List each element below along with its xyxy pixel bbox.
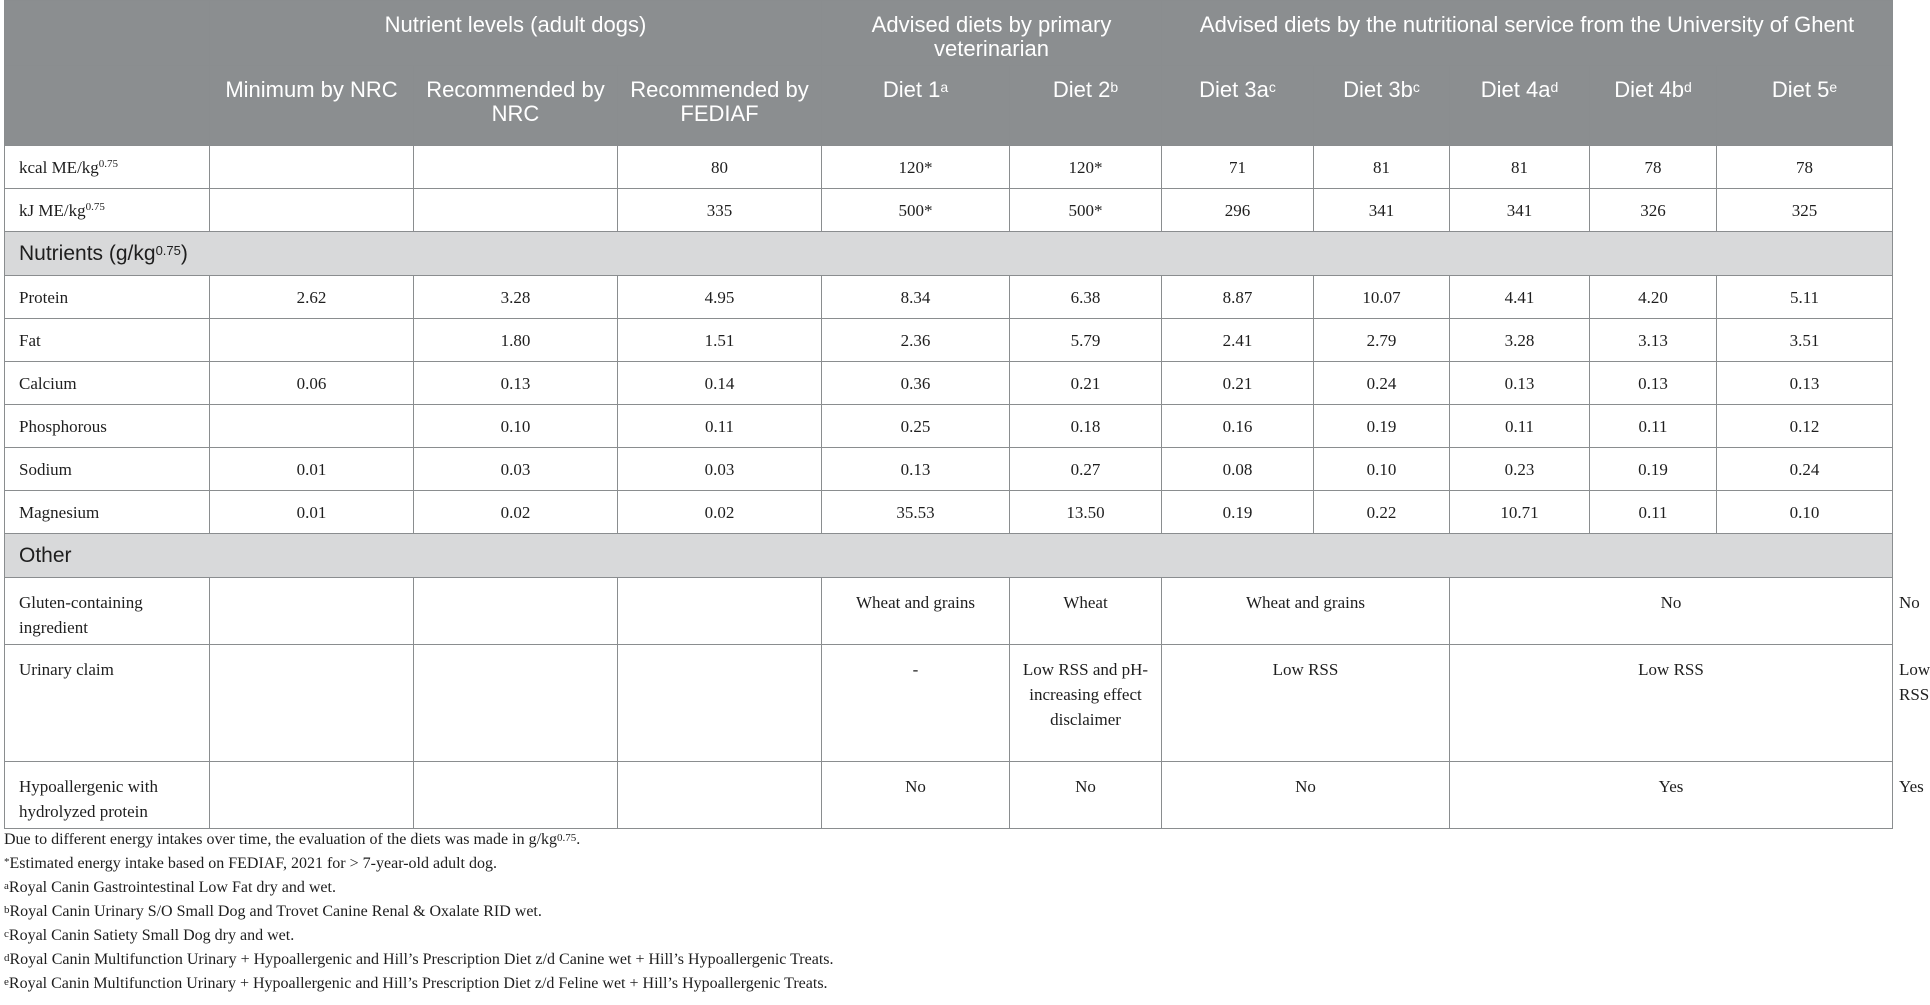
table-cell: 4.20 xyxy=(1590,276,1717,319)
table-cell: 8.87 xyxy=(1162,276,1314,319)
table-cell: 120* xyxy=(822,146,1010,189)
row-label-protein: Protein xyxy=(5,276,210,319)
table-cell xyxy=(618,578,822,645)
table-cell: 0.10 xyxy=(1717,491,1893,534)
table-cell: 0.11 xyxy=(1590,405,1717,448)
header-group-nutrient-levels: Nutrient levels (adult dogs) xyxy=(210,1,822,66)
header-rec-nrc: Recommended by NRC xyxy=(414,66,618,146)
table-cell: 81 xyxy=(1450,146,1590,189)
section-row-other xyxy=(5,534,1893,578)
table-cell: 0.10 xyxy=(1314,448,1450,491)
table-cell: No xyxy=(1010,762,1162,829)
table-cell xyxy=(210,146,414,189)
table-cell xyxy=(414,645,618,762)
table-cell xyxy=(618,645,822,762)
table-cell: 0.19 xyxy=(1162,491,1314,534)
table-cell: 5.79 xyxy=(1010,319,1162,362)
table-cell xyxy=(414,146,618,189)
table-cell: 296 xyxy=(1162,189,1314,232)
table-cell: 0.06 xyxy=(210,362,414,405)
table-cell: 1.80 xyxy=(414,319,618,362)
table-cell: 120* xyxy=(1010,146,1162,189)
footnote-c: $^c$Royal Canin Satiety Small Dog dry and wet. xyxy=(4,927,295,944)
table-cell: 0.01 xyxy=(210,448,414,491)
header-diet-2: Diet 2$^b$ xyxy=(1010,66,1162,146)
table-row-hypoallergenic: Hypoallergenic with hydrolyzed protein No No No Yes Yes xyxy=(5,762,1893,829)
table-cell: 0.23 xyxy=(1450,448,1590,491)
table-cell: 0.13 xyxy=(1717,362,1893,405)
table-cell xyxy=(210,578,414,645)
table-cell: 0.22 xyxy=(1314,491,1450,534)
table-cell: 3.13 xyxy=(1590,319,1717,362)
table-cell: 13.50 xyxy=(1010,491,1162,534)
table-cell: 0.21 xyxy=(1162,362,1314,405)
table-row-phosphorous xyxy=(5,405,1893,448)
table-cell: 0.10 xyxy=(414,405,618,448)
table-cell: 341 xyxy=(1450,189,1590,232)
table-cell: 0.02 xyxy=(618,491,822,534)
row-label-calcium: Calcium xyxy=(5,362,210,405)
table-cell: Wheat xyxy=(1010,578,1162,645)
table-cell: Wheat and grains xyxy=(822,578,1010,645)
header-rec-fediaf: Recommended by FEDIAF xyxy=(618,66,822,146)
table-cell: - xyxy=(822,645,1010,762)
table-cell: 81 xyxy=(1314,146,1450,189)
table-cell: 5.11 xyxy=(1717,276,1893,319)
row-label-urinary: Urinary claim xyxy=(5,645,210,762)
table-cell: 0.02 xyxy=(414,491,618,534)
header-diet-3a: Diet $3a^c$ xyxy=(1162,66,1314,146)
section-row-nutrients xyxy=(5,232,1893,276)
row-label-kj: kJ $ME/kg^{0.75}$ xyxy=(5,189,210,232)
table-cell: No xyxy=(1450,578,1893,645)
table-cell: 0.27 xyxy=(1010,448,1162,491)
table-cell: 0.11 xyxy=(1450,405,1590,448)
table-cell: 2.41 xyxy=(1162,319,1314,362)
footnote-b: $^b$Royal Canin Urinary S/O Small Dog and Trovet Canine Renal & Oxalate RID wet. xyxy=(4,903,542,920)
table-row-calcium xyxy=(5,362,1893,405)
table-cell xyxy=(210,405,414,448)
table-cell: 10.07 xyxy=(1314,276,1450,319)
table-cell: 4.41 xyxy=(1450,276,1590,319)
header-diet-3b: Diet $3b^c$ xyxy=(1314,66,1450,146)
table-cell: 0.19 xyxy=(1590,448,1717,491)
table-cell: 0.03 xyxy=(414,448,618,491)
table-cell: 0.24 xyxy=(1314,362,1450,405)
table-cell xyxy=(210,319,414,362)
table-cell: 3.28 xyxy=(414,276,618,319)
header-group-row xyxy=(5,1,1893,66)
row-label-hypoallergenic: Hypoallergenic with hydrolyzed protein xyxy=(5,762,210,829)
table-cell: Low RSS xyxy=(1450,645,1893,762)
section-label-other: Other xyxy=(5,534,1893,578)
table-cell xyxy=(210,762,414,829)
table-cell xyxy=(414,762,618,829)
table-row-sodium xyxy=(5,448,1893,491)
table-cell: 1.51 xyxy=(618,319,822,362)
table-cell: 10.71 xyxy=(1450,491,1590,534)
row-label-kcal: kcal $ME/kg^{0.75}$ xyxy=(5,146,210,189)
footnote-energy: Due to different energy intakes over time, the evaluation of the diets was made in $g/kg^{0.75}$. xyxy=(4,831,581,848)
section-label-nutrients: Nutrients $(g/kg^{0.75})$ xyxy=(5,232,1893,276)
table-row-gluten: Gluten-containing ingredient Wheat and grains Wheat Wheat and grains No No xyxy=(5,578,1893,645)
diet-comparison-table xyxy=(4,0,1930,829)
table-row-kcal xyxy=(5,146,1893,189)
table-cell xyxy=(414,578,618,645)
table-row-magnesium xyxy=(5,491,1893,534)
table-cell: 0.08 xyxy=(1162,448,1314,491)
row-label-magnesium: Magnesium xyxy=(5,491,210,534)
table-cell: 35.53 xyxy=(822,491,1010,534)
table-cell: 0.24 xyxy=(1717,448,1893,491)
table-cell: 0.18 xyxy=(1010,405,1162,448)
table-cell: 78 xyxy=(1717,146,1893,189)
header-column-row xyxy=(5,66,1893,146)
header-diet-4a: Diet $4a^d$ xyxy=(1450,66,1590,146)
table-cell: 0.14 xyxy=(618,362,822,405)
table-cell: 0.21 xyxy=(1010,362,1162,405)
table-cell: 325 xyxy=(1717,189,1893,232)
table-cell: 0.13 xyxy=(414,362,618,405)
table-cell: Yes xyxy=(1450,762,1893,829)
diet-comparison-table-container xyxy=(4,0,1930,829)
table-cell: 0.01 xyxy=(210,491,414,534)
table-cell: 71 xyxy=(1162,146,1314,189)
table-cell: 0.13 xyxy=(1590,362,1717,405)
table-cell: 2.79 xyxy=(1314,319,1450,362)
header-empty xyxy=(5,66,210,146)
table-cell: 3.28 xyxy=(1450,319,1590,362)
table-cell: 78 xyxy=(1590,146,1717,189)
table-cell: No xyxy=(1162,762,1450,829)
table-cell: 500* xyxy=(1010,189,1162,232)
row-label-sodium: Sodium xyxy=(5,448,210,491)
table-cell: 0.11 xyxy=(1590,491,1717,534)
header-diet-4b: Diet $4b^d$ xyxy=(1590,66,1717,146)
table-cell: 0.12 xyxy=(1717,405,1893,448)
header-diet-1: Diet 1$^a$ xyxy=(822,66,1010,146)
table-cell: 8.34 xyxy=(822,276,1010,319)
footnote-a: $^a$Royal Canin Gastrointestinal Low Fat dry and wet. xyxy=(4,879,336,896)
table-cell: 4.95 xyxy=(618,276,822,319)
table-cell: No xyxy=(822,762,1010,829)
table-cell: 0.13 xyxy=(1450,362,1590,405)
footnote-d: $^d$Royal Canin Multifunction Urinary + Hypoallergenic and Hill’s Prescription Diet z/d Canine wet + Hill’s Hypoallergenic Treats. xyxy=(4,951,834,968)
table-cell: 0.13 xyxy=(822,448,1010,491)
table-cell xyxy=(414,189,618,232)
header-diet-5: Diet 5e xyxy=(1717,66,1893,146)
table-cell: 326 xyxy=(1590,189,1717,232)
table-cell: 2.62 xyxy=(210,276,414,319)
table-cell xyxy=(210,189,414,232)
table-cell: 2.36 xyxy=(822,319,1010,362)
table-cell: Low RSS and pH-increasing effect disclaimer xyxy=(1010,645,1162,762)
table-cell: 6.38 xyxy=(1010,276,1162,319)
table-cell: 0.25 xyxy=(822,405,1010,448)
table-cell: 0.03 xyxy=(618,448,822,491)
footnote-e: $^e$Royal Canin Multifunction Urinary + Hypoallergenic and Hill’s Prescription Diet z/d Feline wet + Hill’s Hypoallergenic Treats. xyxy=(4,975,828,992)
header-corner xyxy=(5,1,210,66)
header-group-primary-vet: Advised diets by primary veterinarian xyxy=(822,1,1162,66)
table-cell: Low RSS xyxy=(1162,645,1450,762)
table-cell: 500* xyxy=(822,189,1010,232)
header-min-nrc: Minimum by NRC xyxy=(210,66,414,146)
table-cell: 341 xyxy=(1314,189,1450,232)
table-cell: 3.51 xyxy=(1717,319,1893,362)
table-cell: 335 xyxy=(618,189,822,232)
row-label-phosphorous: Phosphorous xyxy=(5,405,210,448)
table-row-protein xyxy=(5,276,1893,319)
table-cell: 0.16 xyxy=(1162,405,1314,448)
table-cell: 80 xyxy=(618,146,822,189)
table-row-fat xyxy=(5,319,1893,362)
table-cell: Wheat and grains xyxy=(1162,578,1450,645)
table-cell xyxy=(618,762,822,829)
table-footnotes xyxy=(4,828,1892,996)
table-cell xyxy=(210,645,414,762)
table-cell: 0.19 xyxy=(1314,405,1450,448)
table-cell: 0.36 xyxy=(822,362,1010,405)
row-label-gluten: Gluten-containing ingredient xyxy=(5,578,210,645)
table-row-kj xyxy=(5,189,1893,232)
table-row-urinary: Urinary claim - Low RSS and pH-increasing effect disclaimer Low RSS Low RSS Low RSS xyxy=(5,645,1893,762)
footnote-star: *Estimated energy intake based on FEDIAF, 2021 for > 7-year-old adult dog. xyxy=(4,855,497,872)
row-label-fat: Fat xyxy=(5,319,210,362)
header-group-ghent: Advised diets by the nutritional service from the University of Ghent xyxy=(1162,1,1893,66)
table-cell: 0.11 xyxy=(618,405,822,448)
